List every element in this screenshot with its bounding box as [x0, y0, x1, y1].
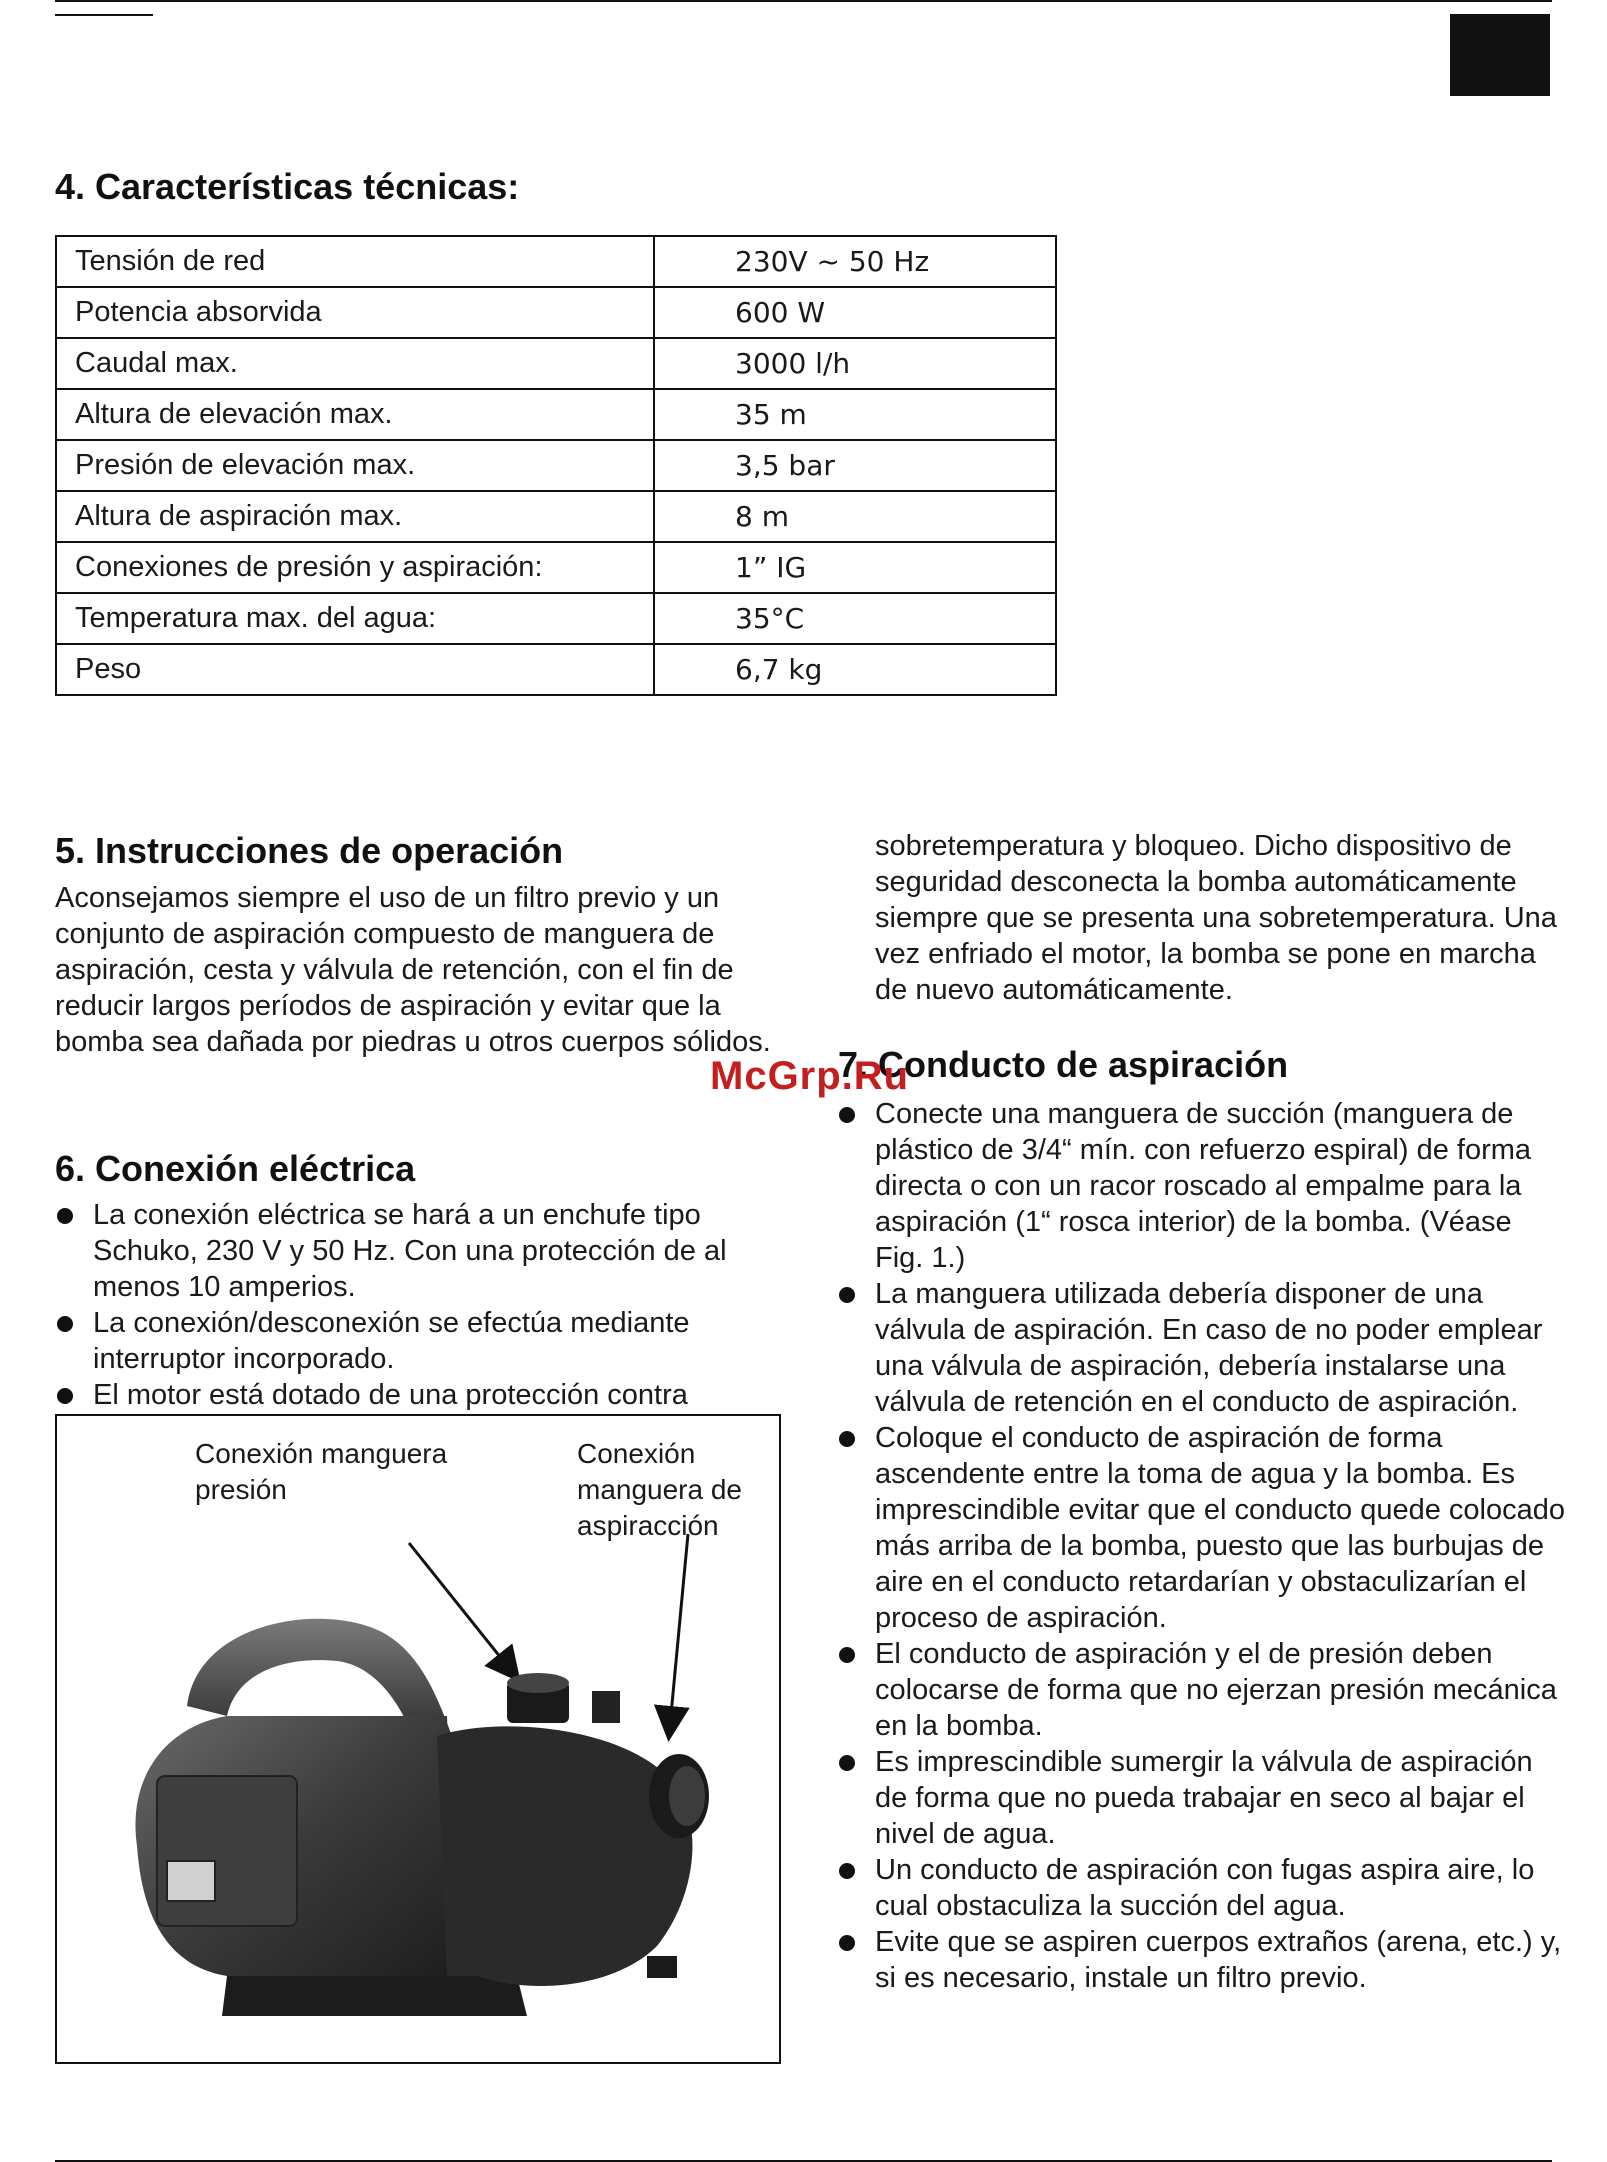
list-item — [837, 1276, 1567, 1420]
table-row — [56, 491, 1056, 542]
list-item — [837, 1744, 1567, 1852]
spec-value: 6,7 kg — [654, 644, 1056, 695]
bullet-icon — [57, 1208, 73, 1224]
spec-label: Peso — [56, 644, 654, 695]
table-row — [56, 287, 1056, 338]
pressure-arrow — [409, 1543, 517, 1678]
list-item-text: Evite que se aspiren cuerpos extraños (arena, etc.) y, si es necesario, instale un filtro previo. — [875, 1926, 1562, 1994]
operation-paragraph: Aconsejamos siempre el uso de un filtro previo y un conjunto de aspiración compuesto de manguera de aspiración, cesta y válvula de retención, con el fin de reducir largos períodos de aspiración y evitar que la bomba sea dañada por piedras u otros cuerpos sólidos. — [55, 882, 771, 1058]
spec-label: Presión de elevación max. — [56, 440, 654, 491]
pressure-port-opening — [507, 1673, 569, 1693]
spec-value: 8 m — [654, 491, 1056, 542]
list-item-text: Un conducto de aspiración con fugas aspira aire, lo cual obstaculiza la succión del agua. — [875, 1854, 1535, 1922]
spec-value: 1” IG — [654, 542, 1056, 593]
pump-illustration — [57, 1416, 779, 2062]
suction-connection-label: Conexión manguera de aspiracción — [577, 1438, 743, 1541]
list-item — [55, 1305, 800, 1377]
spec-label: Caudal max. — [56, 338, 654, 389]
pump-base — [222, 1976, 527, 2016]
list-item-text: Coloque el conducto de aspiración de forma ascendente entre la toma de agua y la bomba. Es imprescindible evitar que el conducto quede colocado más arriba de la bomba, puesto que las burbujas de aire en el conducto retardarían y obstaculizarían el proceso de aspiración. — [875, 1422, 1565, 1634]
list-item — [837, 1420, 1567, 1636]
list-item — [837, 1924, 1567, 1996]
bullet-icon — [839, 1755, 855, 1771]
bullet-icon — [839, 1647, 855, 1663]
bullet-icon — [57, 1316, 73, 1332]
bullet-icon — [839, 1935, 855, 1951]
pump-figure — [55, 1414, 781, 2064]
page-tab-marker — [1450, 14, 1550, 96]
table-row — [56, 338, 1056, 389]
electrical-continuation: sobretemperatura y bloqueo. Dicho dispositivo de seguridad desconecta la bomba automáticamente siempre que se presenta una sobretemperatura. Una vez enfriado el motor, la bomba se pone en marcha de nuevo automáticamente. — [875, 830, 1557, 1006]
top-rule — [55, 0, 1552, 2]
power-switch — [167, 1861, 215, 1901]
drain-plug — [647, 1956, 677, 1978]
list-item — [837, 1636, 1567, 1744]
watermark: McGrp.Ru — [710, 1054, 910, 1098]
specs-heading: 4. Características técnicas: — [55, 166, 520, 207]
list-item-text: El conducto de aspiración y el de presión deben colocarse de forma que no ejerzan presión mecánica en la bomba. — [875, 1638, 1557, 1742]
bullet-icon — [839, 1863, 855, 1879]
spec-value: 3,5 bar — [654, 440, 1056, 491]
table-row — [56, 644, 1056, 695]
spec-label: Conexiones de presión y aspiración: — [56, 542, 654, 593]
spec-value: 230V ~ 50 Hz — [654, 236, 1056, 287]
list-item-text: Conecte una manguera de succión (manguera de plástico de 3/4“ mín. con refuerzo espiral) de forma directa o con un racor roscado al empalme para la aspiración (1“ rosca interior) de la bomba. (Véase Fig. 1.) — [875, 1098, 1532, 1274]
suction-heading: 7. Conducto de aspiración — [838, 1044, 1289, 1085]
bullet-icon — [839, 1431, 855, 1447]
list-item-text: La manguera utilizada debería disponer de una válvula de aspiración. En caso de no poder emplear una válvula de aspiración, debería instalarse una válvula de retención en el conducto de aspiración. — [875, 1278, 1543, 1418]
table-row — [56, 389, 1056, 440]
table-row — [56, 542, 1056, 593]
specs-table — [55, 235, 1057, 696]
electrical-list — [55, 1197, 800, 1413]
table-row — [56, 440, 1056, 491]
suction-port-opening — [669, 1766, 705, 1826]
spec-label: Altura de elevación max. — [56, 389, 654, 440]
suction-arrow — [669, 1534, 688, 1736]
spec-value: 3000 l/h — [654, 338, 1056, 389]
top-short-rule — [55, 14, 153, 16]
spec-label: Altura de aspiración max. — [56, 491, 654, 542]
spec-value: 600 W — [654, 287, 1056, 338]
list-item — [837, 1852, 1567, 1924]
bullet-icon — [839, 1287, 855, 1303]
list-item-text: El motor está dotado de una protección contra — [93, 1379, 688, 1411]
list-item-text: La conexión eléctrica se hará a un enchufe tipo Schuko, 230 V y 50 Hz. Con una protección de al menos 10 amperios. — [93, 1199, 727, 1303]
bullet-icon — [839, 1107, 855, 1123]
priming-cap — [592, 1691, 620, 1723]
list-item — [55, 1377, 800, 1413]
bullet-icon — [57, 1388, 73, 1404]
operation-heading: 5. Instrucciones de operación — [55, 830, 564, 871]
list-item-text: Es imprescindible sumergir la válvula de aspiración de forma que no pueda trabajar en seco al bajar el nivel de agua. — [875, 1746, 1533, 1850]
list-item — [55, 1197, 800, 1305]
spec-label: Potencia absorvida — [56, 287, 654, 338]
spec-value: 35 m — [654, 389, 1056, 440]
table-row — [56, 236, 1056, 287]
pump-head — [437, 1726, 692, 1986]
switch-housing — [157, 1776, 297, 1926]
spec-label: Tensión de red — [56, 236, 654, 287]
spec-label: Temperatura max. del agua: — [56, 593, 654, 644]
list-item — [837, 1096, 1567, 1276]
suction-list — [837, 1096, 1567, 1996]
list-item-text: La conexión/desconexión se efectúa mediante interruptor incorporado. — [93, 1307, 690, 1375]
table-row — [56, 593, 1056, 644]
spec-value: 35°C — [654, 593, 1056, 644]
pressure-connection-label: Conexión manguera presión — [195, 1438, 448, 1505]
electrical-heading: 6. Conexión eléctrica — [55, 1148, 416, 1189]
